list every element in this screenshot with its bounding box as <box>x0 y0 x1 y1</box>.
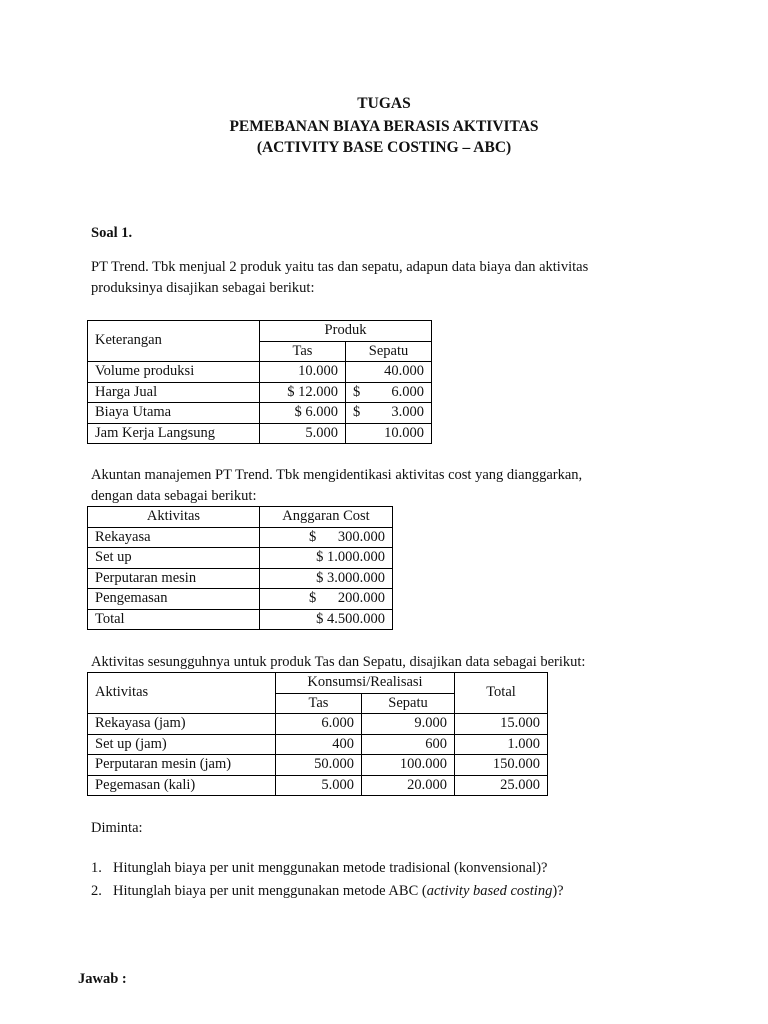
row-label: Biaya Utama <box>88 403 260 424</box>
currency-symbol: $ <box>353 383 361 400</box>
row-label: Rekayasa (jam) <box>88 714 276 735</box>
doc-title-line1: TUGAS <box>357 95 411 112</box>
cell-tas: 400 <box>276 734 362 755</box>
table-row <box>88 589 393 610</box>
cell-sepatu: 600 <box>362 734 455 755</box>
row-label: Pegemasan (kali) <box>88 775 276 796</box>
header-aktivitas: Aktivitas <box>88 507 260 528</box>
currency-symbol: $ <box>309 590 317 606</box>
table-row <box>88 775 548 796</box>
question-text: Hitunglah biaya per unit menggunakan metode tradisional (konvensional)? <box>113 860 548 876</box>
row-label: Set up (jam) <box>88 734 276 755</box>
table-row <box>88 568 393 589</box>
cell-tas: 6.000 <box>276 714 362 735</box>
cell-value: 3.000 <box>391 404 424 420</box>
question-text-end: )? <box>552 883 564 899</box>
diminta-heading: Diminta: <box>91 820 143 836</box>
cell-tas: $ 12.000 <box>260 382 346 403</box>
cell-tas: 5.000 <box>276 775 362 796</box>
cell-sepatu: 100.000 <box>362 755 455 776</box>
budget-cost-table <box>87 506 393 630</box>
header-tas: Tas <box>260 341 346 362</box>
question-text: Hitunglah biaya per unit menggunakan metode ABC ( <box>113 883 427 899</box>
cell-total: 25.000 <box>455 775 548 796</box>
doc-title-line2: PEMEBANAN BIAYA BERASIS AKTIVITAS <box>229 118 539 135</box>
row-label: Set up <box>88 548 260 569</box>
activity-consumption-table <box>87 672 548 796</box>
table-row <box>88 548 393 569</box>
row-label: Harga Jual <box>88 382 260 403</box>
table-row <box>88 362 432 383</box>
cell-total: 15.000 <box>455 714 548 735</box>
para3-line1: Aktivitas sesungguhnya untuk produk Tas dan Sepatu, disajikan data sebagai berikut: <box>91 654 586 670</box>
question-number: 1. <box>91 860 102 876</box>
cell-tas: $ 6.000 <box>260 403 346 424</box>
question-1 <box>91 857 547 879</box>
cell-cost <box>260 589 393 610</box>
header-sepatu: Sepatu <box>346 341 432 362</box>
cell-cost <box>260 527 393 548</box>
table-row <box>88 423 432 444</box>
cell-sepatu <box>346 403 432 424</box>
soal-heading: Soal 1. <box>91 225 133 241</box>
doc-title-line3: (ACTIVITY BASE COSTING – ABC) <box>256 139 512 156</box>
currency-symbol: $ <box>353 404 361 420</box>
row-label: Jam Kerja Langsung <box>88 423 260 444</box>
cell-sepatu <box>346 382 432 403</box>
cell-tas: 10.000 <box>260 362 346 383</box>
row-label: Pengemasan <box>88 589 260 610</box>
cell-cost: $ 1.000.000 <box>260 548 393 569</box>
intro-line1: PT Trend. Tbk menjual 2 produk yaitu tas dan sepatu, adapun data biaya dan aktivitas <box>91 259 589 275</box>
para2-line2: dengan data sebagai berikut: <box>91 488 257 504</box>
row-label: Volume produksi <box>88 362 260 383</box>
table-row <box>88 755 548 776</box>
table-row <box>88 714 548 735</box>
row-label: Rekayasa <box>88 527 260 548</box>
header-produk: Produk <box>260 321 432 342</box>
cell-sepatu: 40.000 <box>346 362 432 383</box>
header-keterangan: Keterangan <box>88 321 260 362</box>
header-konsumsi-realisasi: Konsumsi/Realisasi <box>276 673 455 694</box>
cell-value: 300.000 <box>337 528 385 545</box>
table-row <box>88 403 432 424</box>
row-label: Perputaran mesin <box>88 568 260 589</box>
cell-tas: 50.000 <box>276 755 362 776</box>
question-text-italic: activity based costing <box>426 883 553 899</box>
table-row <box>88 382 432 403</box>
question-2 <box>91 880 564 902</box>
cell-total: 150.000 <box>455 755 548 776</box>
cell-total: 1.000 <box>455 734 548 755</box>
row-label: Total <box>88 609 260 630</box>
cell-cost: $ 3.000.000 <box>260 568 393 589</box>
question-number: 2. <box>91 883 102 899</box>
header-aktivitas: Aktivitas <box>88 673 276 714</box>
cell-cost: $ 4.500.000 <box>260 609 393 630</box>
cell-sepatu: 9.000 <box>362 714 455 735</box>
intro-line2: produksinya disajikan sebagai berikut: <box>91 280 315 296</box>
para2-line1: Akuntan manajemen PT Trend. Tbk mengidentikasi aktivitas cost yang dianggarkan, <box>91 467 583 483</box>
table-row <box>88 527 393 548</box>
product-data-table <box>87 320 432 444</box>
cell-value: 200.000 <box>337 590 385 606</box>
row-label: Perputaran mesin (jam) <box>88 755 276 776</box>
cell-sepatu: 20.000 <box>362 775 455 796</box>
cell-sepatu: 10.000 <box>346 423 432 444</box>
jawab-label: Jawab : <box>78 971 127 987</box>
currency-symbol: $ <box>309 528 317 545</box>
table-row <box>88 734 548 755</box>
header-tas: Tas <box>276 693 362 714</box>
header-total: Total <box>455 673 548 714</box>
header-sepatu: Sepatu <box>362 693 455 714</box>
cell-value: 6.000 <box>391 383 424 400</box>
header-anggaran-cost: Anggaran Cost <box>260 507 393 528</box>
cell-tas: 5.000 <box>260 423 346 444</box>
table-row <box>88 609 393 630</box>
